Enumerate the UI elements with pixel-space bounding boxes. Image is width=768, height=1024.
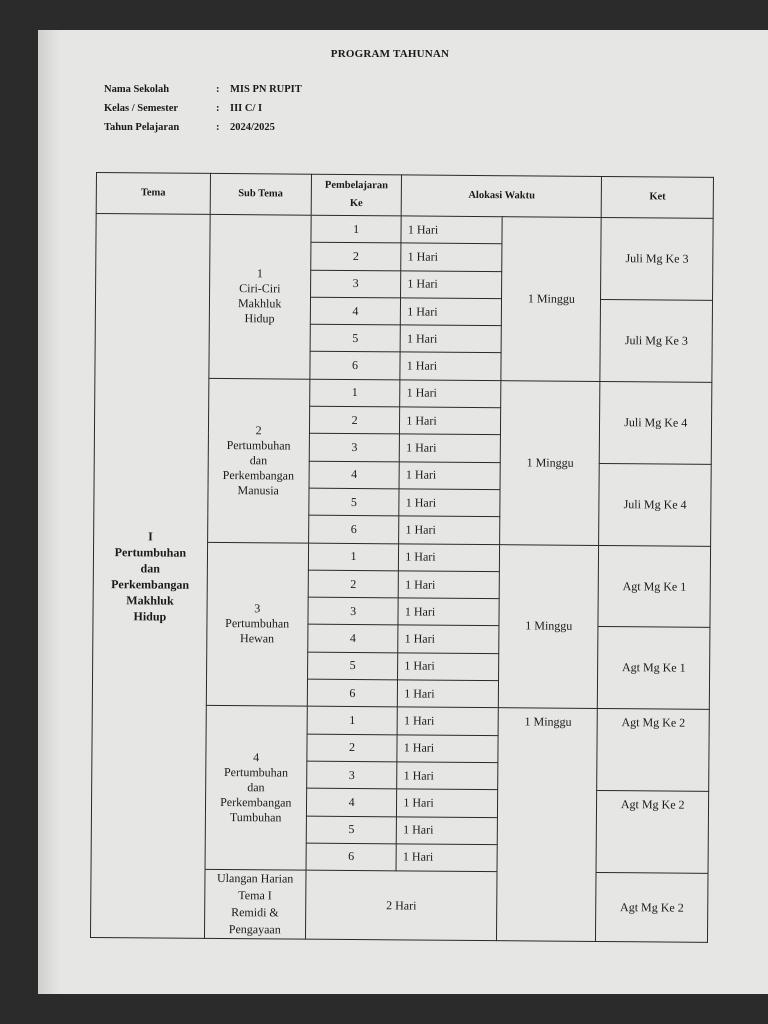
header-ket: Ket	[602, 176, 714, 218]
subtema-line: Pertumbuhan	[223, 765, 289, 780]
pembelajaran-number: 2	[311, 242, 402, 270]
ulangan-line1: Ulangan Harian Tema I	[216, 871, 294, 903]
info-colon: :	[216, 84, 220, 95]
info-label: Kelas / Semester	[104, 103, 179, 114]
subtema-cell	[205, 706, 307, 871]
info-value: MIS PN RUPIT	[230, 84, 302, 95]
subtema-number: 1	[256, 266, 263, 281]
subtema-line: Makhluk	[237, 296, 282, 311]
hari-cell: 1 Hari	[398, 653, 499, 681]
hari-cell: 1 Hari	[401, 216, 502, 244]
subtema-line: Perkembangan	[220, 795, 292, 810]
hari-cell: 1 Hari	[398, 625, 499, 653]
subtema-line: Hidup	[244, 311, 275, 326]
pembelajaran-number: 6	[310, 352, 401, 380]
hari-cell: 1 Hari	[398, 680, 499, 708]
ulangan-cell	[204, 870, 306, 940]
table-row	[96, 214, 713, 246]
tema-number: I	[148, 528, 153, 544]
pembelajaran-number: 4	[309, 461, 400, 489]
pembelajaran-number: 6	[306, 843, 397, 871]
tema-line: Pertumbuhan	[114, 544, 187, 560]
minggu-cell: 1 Minggu	[501, 217, 601, 382]
hari-cell: 1 Hari	[401, 298, 502, 326]
subtema-line: Tumbuhan	[229, 810, 282, 825]
pembelajaran-number: 3	[310, 270, 401, 298]
hari-cell: 1 Hari	[399, 489, 500, 517]
pembelajaran-number: 5	[310, 324, 401, 352]
ket-cell: Juli Mg Ke 4	[599, 463, 711, 546]
info-colon: :	[216, 103, 220, 114]
hari-cell: 1 Hari	[397, 789, 498, 817]
header-pembelajaran-line1: Pembelajaran	[324, 179, 388, 192]
subtema-line: Manusia	[237, 482, 279, 498]
pembelajaran-number: 3	[309, 434, 400, 462]
tema-line: Makhluk	[126, 592, 174, 608]
pembelajaran-number: 2	[308, 570, 399, 598]
hari-cell: 1 Hari	[400, 325, 501, 353]
ulangan-waktu: 2 Hari	[305, 870, 497, 941]
pembelajaran-number: 2	[307, 734, 398, 762]
pembelajaran-number: 5	[309, 488, 400, 516]
tema-line: dan	[140, 560, 160, 576]
annual-program-table	[90, 172, 714, 943]
info-row-class	[104, 99, 302, 118]
hari-cell: 1 Hari	[400, 352, 501, 380]
ulangan-line2: Remidi & Pengayaan	[228, 905, 281, 937]
hari-cell: 1 Hari	[398, 598, 499, 626]
pembelajaran-number: 3	[308, 597, 399, 625]
info-value: III C/ I	[230, 103, 263, 114]
pembelajaran-number: 1	[308, 543, 399, 571]
subtema-line: dan	[249, 452, 268, 468]
tema-line: Hidup	[133, 608, 167, 624]
ket-cell: Agt Mg Ke 2	[596, 873, 708, 943]
subtema-number: 4	[253, 750, 260, 765]
ket-cell: Agt Mg Ke 1	[598, 627, 710, 710]
subtema-line: Perkembangan	[222, 467, 295, 483]
hari-cell: 1 Hari	[398, 571, 499, 599]
table-header-row	[96, 173, 713, 219]
subtema-line: Ciri-Ciri	[239, 281, 281, 296]
hari-cell: 1 Hari	[400, 434, 501, 462]
header-alokasi: Alokasi Waktu	[401, 175, 601, 218]
header-subtema: Sub Tema	[210, 173, 311, 215]
pembelajaran-number: 1	[309, 379, 400, 407]
info-row-year	[104, 118, 302, 137]
hari-cell: 1 Hari	[397, 735, 498, 763]
ket-cell: Juli Mg Ke 3	[601, 217, 713, 300]
info-value: 2024/2025	[230, 122, 275, 133]
hari-cell: 1 Hari	[397, 816, 498, 844]
hari-cell: 1 Hari	[399, 543, 500, 571]
hari-cell: 1 Hari	[400, 380, 501, 408]
minggu-cell: 1 Minggu	[499, 544, 599, 709]
pembelajaran-number: 3	[306, 761, 397, 789]
hari-cell: 1 Hari	[397, 707, 498, 735]
subtema-line: Pertumbuhan	[226, 437, 291, 453]
hari-cell: 1 Hari	[400, 407, 501, 435]
subtema-line: Hewan	[240, 631, 275, 646]
info-colon: :	[216, 122, 220, 133]
document-title: PROGRAM TAHUNAN	[330, 48, 450, 60]
subtema-cell	[207, 378, 309, 543]
info-label: Tahun Pelajaran	[104, 122, 180, 133]
hari-cell: 1 Hari	[399, 516, 500, 544]
tema-line: Perkembangan	[111, 576, 190, 592]
ket-cell: Agt Mg Ke 1	[598, 545, 710, 628]
ket-cell: Juli Mg Ke 3	[600, 299, 712, 382]
header-tema: Tema	[96, 173, 210, 215]
tema-cell	[90, 214, 209, 939]
pembelajaran-number: 5	[306, 816, 397, 844]
subtema-number: 3	[254, 601, 261, 616]
subtema-line: Pertumbuhan	[225, 616, 290, 631]
ket-cell: Agt Mg Ke 2	[596, 791, 708, 874]
minggu-cell: 1 Minggu	[497, 708, 598, 942]
pembelajaran-number: 6	[308, 515, 399, 543]
pembelajaran-number: 6	[307, 679, 398, 707]
hari-cell: 1 Hari	[397, 762, 498, 790]
ket-cell: Juli Mg Ke 4	[600, 381, 712, 464]
school-info-block	[104, 80, 302, 137]
header-pembelajaran-line2: Ke	[349, 197, 363, 210]
pembelajaran-number: 1	[307, 707, 398, 735]
subtema-cell	[209, 214, 311, 379]
ket-cell: Agt Mg Ke 2	[597, 709, 709, 792]
page-fold-shadow	[38, 30, 60, 994]
header-pembelajaran	[311, 174, 402, 216]
pembelajaran-number: 4	[306, 788, 397, 816]
hari-cell: 1 Hari	[396, 844, 497, 872]
subtema-line: dan	[247, 780, 265, 795]
pembelajaran-number: 4	[310, 297, 401, 325]
hari-cell: 1 Hari	[401, 243, 502, 271]
hari-cell: 1 Hari	[401, 270, 502, 298]
pembelajaran-number: 1	[311, 215, 402, 243]
minggu-cell: 1 Minggu	[500, 380, 600, 545]
hari-cell: 1 Hari	[399, 462, 500, 490]
pembelajaran-number: 2	[309, 406, 400, 434]
subtema-number: 2	[255, 422, 262, 437]
info-label: Nama Sekolah	[104, 84, 170, 95]
pembelajaran-number: 4	[308, 625, 399, 653]
pembelajaran-number: 5	[307, 652, 398, 680]
subtema-cell	[206, 542, 308, 707]
info-row-school	[104, 80, 302, 99]
